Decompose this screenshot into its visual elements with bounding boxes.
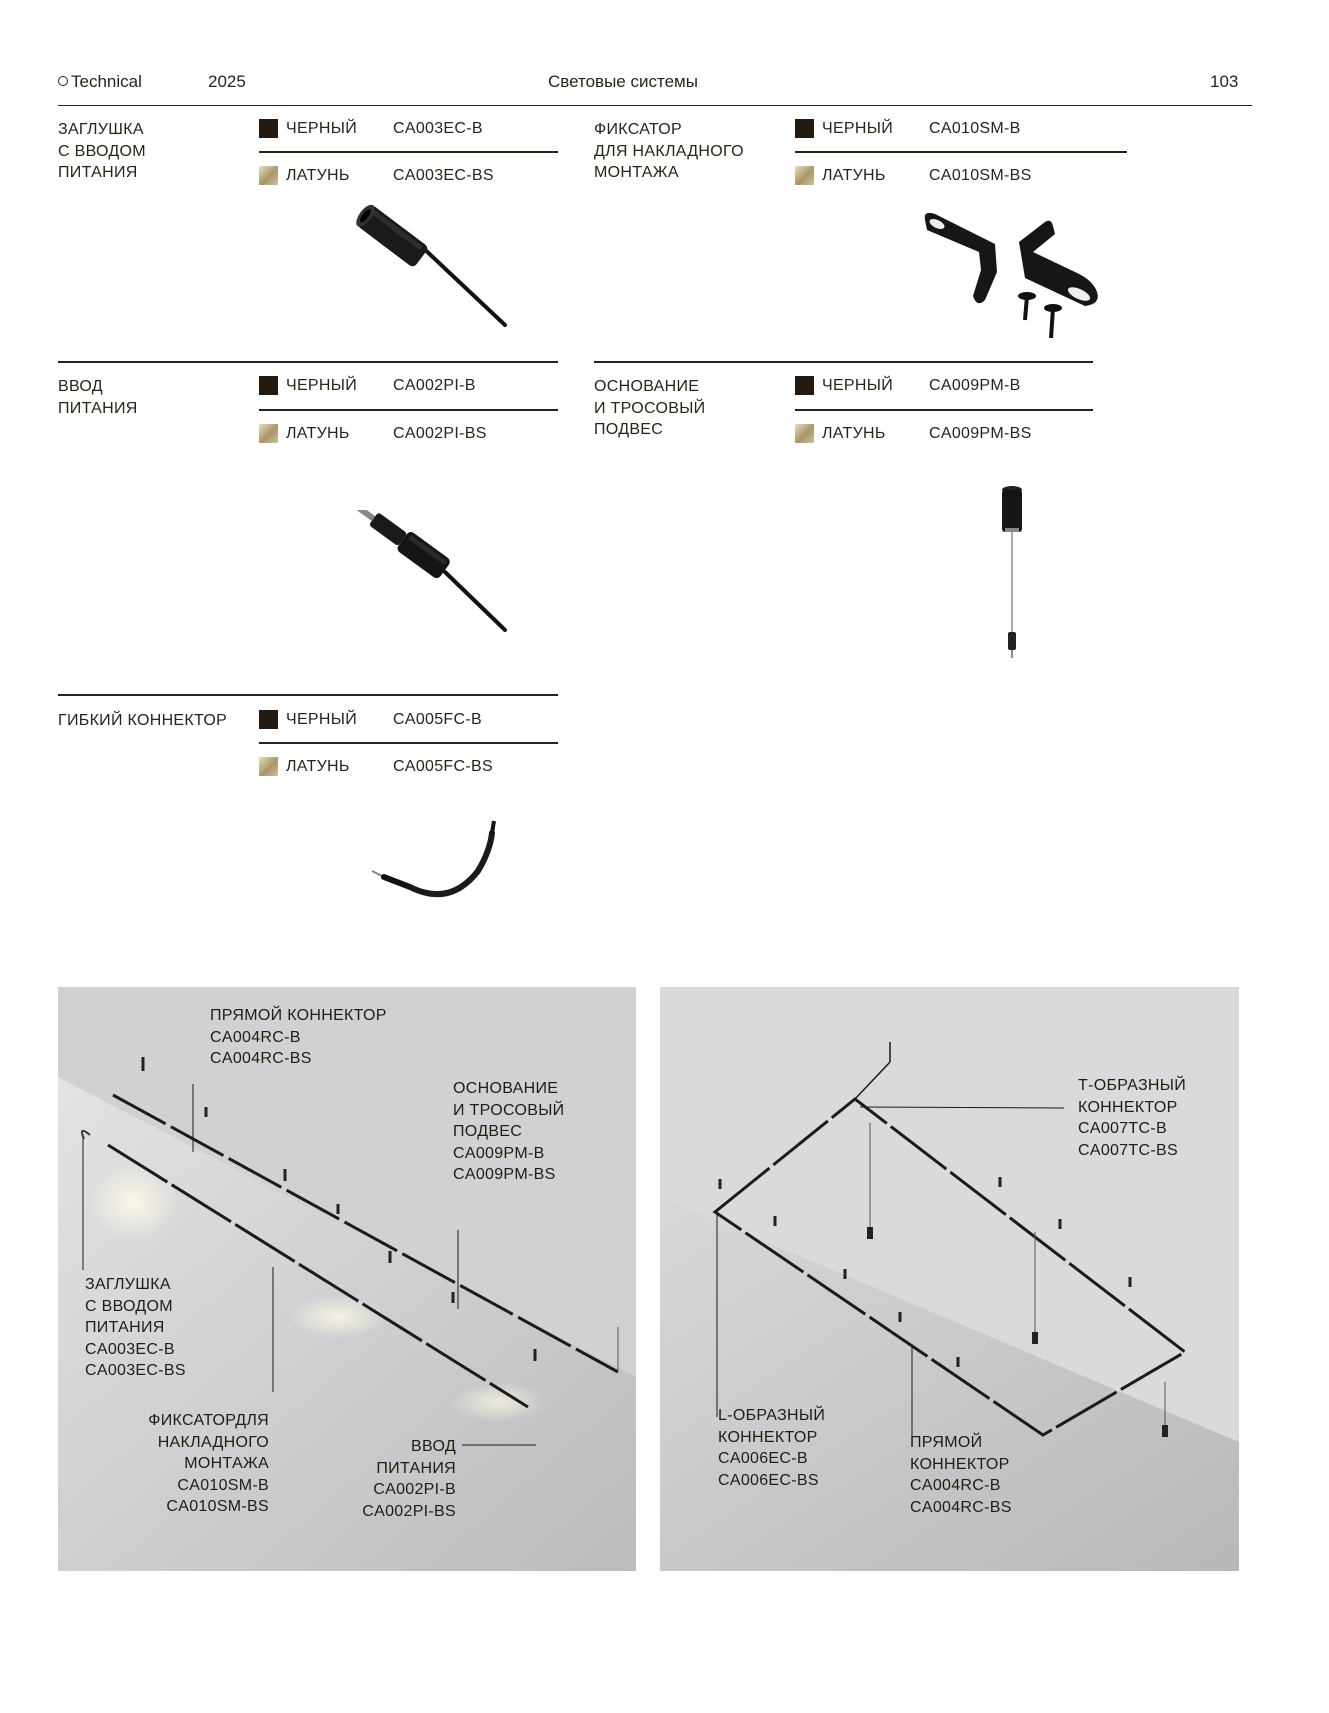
flexible-connector-product-image [370, 815, 510, 925]
swatch-black [259, 119, 278, 138]
circle-icon [58, 76, 68, 86]
year: 2025 [208, 72, 246, 91]
swatch-brass [259, 166, 278, 185]
section-label: Technical [58, 72, 142, 92]
callout-straight-connector: ПРЯМОЙ КОННЕКТОР CA004RC-B CA004RC-BS [910, 1434, 1012, 1516]
product-title: ВВОД ПИТАНИЯ [58, 378, 138, 417]
swatch-black [795, 119, 814, 138]
page-number: 103 [1210, 72, 1239, 91]
scene-left [58, 987, 636, 1571]
color-label: ЛАТУНЬ [822, 167, 886, 184]
callout-end-cap: ЗАГЛУШКА С ВВОДОМ ПИТАНИЯ CA003EC-B CA003EC-BS [85, 1276, 186, 1379]
page-title: Световые системы [548, 72, 698, 91]
sku: CA010SM-B [929, 120, 1021, 137]
color-label: ЧЕРНЫЙ [286, 120, 358, 137]
scene-right [660, 987, 1239, 1571]
end-cap-product-image [350, 205, 520, 335]
row-divider [259, 409, 558, 411]
power-input-product-image [345, 510, 520, 640]
color-label: ЧЕРНЫЙ [822, 377, 894, 394]
fixator-product-image [915, 208, 1105, 343]
row-divider [259, 151, 558, 153]
section-divider [58, 694, 558, 696]
swatch-black [795, 376, 814, 395]
callout-straight-connector: ПРЯМОЙ КОННЕКТОР CA004RC-B CA004RC-BS [210, 1007, 387, 1067]
sku: CA003EC-B [393, 120, 483, 137]
sku: CA010SM-BS [929, 167, 1032, 184]
callout-t-connector: Т-ОБРАЗНЫЙ КОННЕКТОР CA007TC-B CA007TC-BS [1078, 1077, 1187, 1159]
swatch-black [259, 376, 278, 395]
color-label: ЧЕРНЫЙ [286, 711, 358, 728]
section-divider [594, 361, 1093, 363]
header-divider [58, 105, 1252, 106]
sku: CA005FC-BS [393, 758, 493, 775]
row-divider [259, 742, 558, 744]
callout-fixator: ФИКСАТОРДЛЯ НАКЛАДНОГО МОНТАЖА CA010SM-B CA010SM-BS [148, 1412, 269, 1515]
product-title: ОСНОВАНИЕ И ТРОСОВЫЙ ПОДВЕС [594, 378, 706, 438]
color-label: ЛАТУНЬ [286, 167, 350, 184]
row-divider [795, 409, 1093, 411]
color-label: ЧЕРНЫЙ [822, 120, 894, 137]
section-divider [58, 361, 558, 363]
swatch-brass [795, 424, 814, 443]
color-label: ЧЕРНЫЙ [286, 377, 358, 394]
swatch-brass [259, 424, 278, 443]
callout-base-suspension: ОСНОВАНИЕ И ТРОСОВЫЙ ПОДВЕС CA009PM-B CA009PM-BS [453, 1080, 565, 1183]
sku: CA002PI-BS [393, 425, 487, 442]
callout-l-connector: L-ОБРАЗНЫЙ КОННЕКТОР CA006EC-B CA006EC-BS [718, 1407, 826, 1489]
sku: CA009PM-B [929, 377, 1021, 394]
product-title: ФИКСАТОР ДЛЯ НАКЛАДНОГО МОНТАЖА [594, 121, 744, 181]
sku: CA009PM-BS [929, 425, 1032, 442]
sku: CA005FC-B [393, 711, 482, 728]
color-label: ЛАТУНЬ [286, 425, 350, 442]
callout-power-input: ВВОД ПИТАНИЯ CA002PI-B CA002PI-BS [362, 1438, 456, 1520]
product-title: ЗАГЛУШКА С ВВОДОМ ПИТАНИЯ [58, 121, 146, 181]
product-title: ГИБКИЙ КОННЕКТОР [58, 712, 228, 729]
color-label: ЛАТУНЬ [286, 758, 350, 775]
sku: CA002PI-B [393, 377, 476, 394]
swatch-brass [795, 166, 814, 185]
color-label: ЛАТУНЬ [822, 425, 886, 442]
suspension-product-image [990, 484, 1040, 664]
row-divider [795, 151, 1127, 153]
swatch-black [259, 710, 278, 729]
sku: CA003EC-BS [393, 167, 494, 184]
swatch-brass [259, 757, 278, 776]
